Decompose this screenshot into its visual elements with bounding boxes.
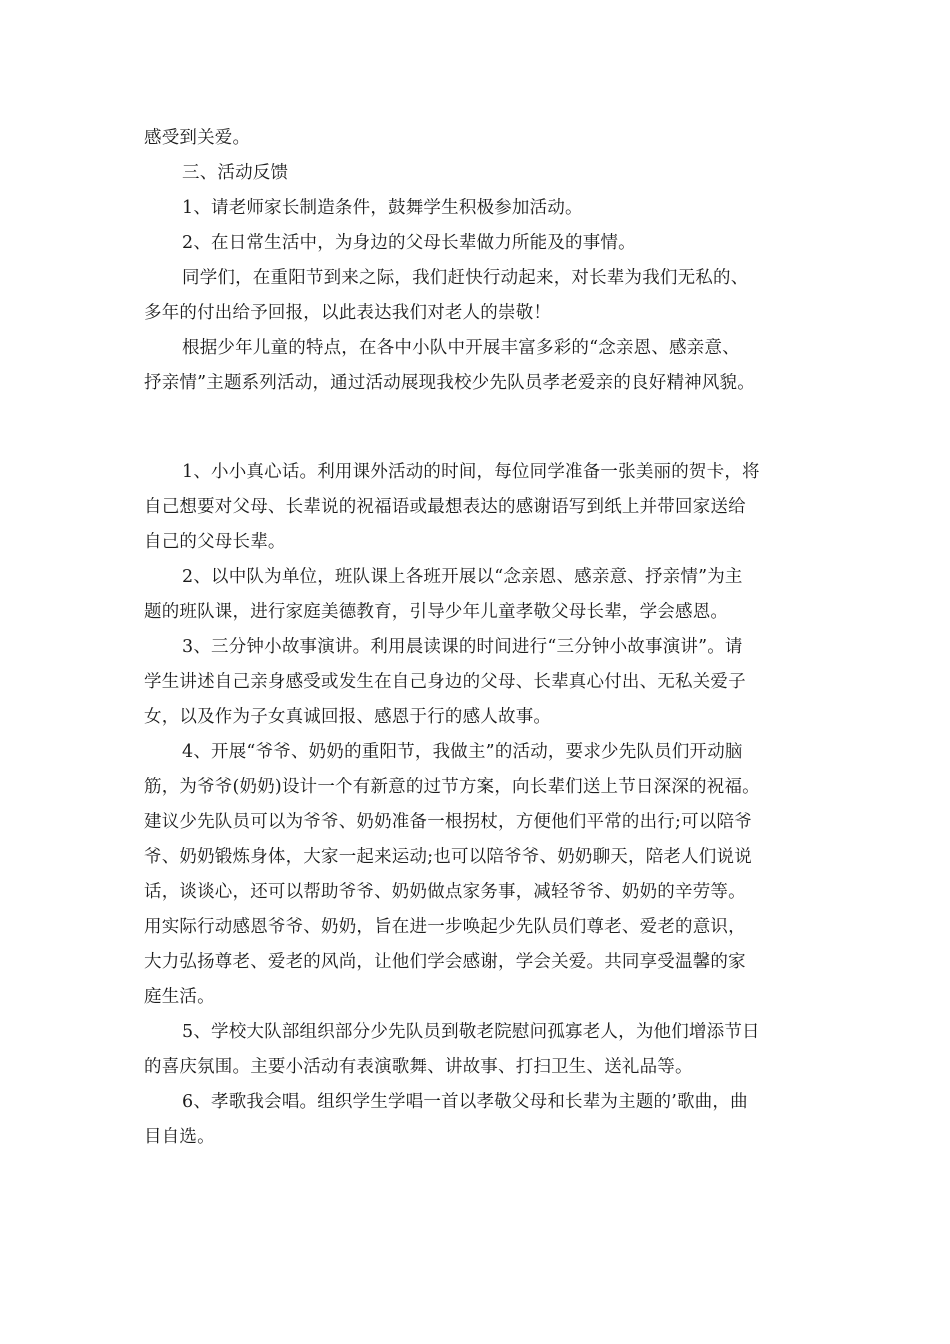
text-line: 大力弘扬尊老、爱老的风尚，让他们学会感谢，学会关爱。共同享受温馨的家: [144, 952, 746, 972]
text-line: 感受到关爱。: [144, 128, 251, 148]
text-line: 1、小小真心话。利用课外活动的时间，每位同学准备一张美丽的贺卡，将: [182, 462, 760, 482]
text-line: 题的班队课，进行家庭美德教育，引导少年儿童孝敬父母长辈，学会感恩。: [144, 602, 729, 622]
text-line: 抒亲情”主题系列活动，通过活动展现我校少先队员孝老爱亲的良好精神风貌。: [144, 373, 755, 393]
text-block-bottom: [144, 455, 814, 1155]
text-line: 建议少先队员可以为爷爷、奶奶准备一根拐杖，方便他们平常的出行;可以陪爷: [144, 812, 752, 832]
text-line: 2、以中队为单位，班队课上各班开展以“念亲恩、感亲意、抒亲情”为主: [182, 567, 743, 587]
text-line: 筋，为爷爷(奶奶)设计一个有新意的过节方案，向长辈们送上节日深深的祝福。: [144, 777, 760, 797]
text-line: 话，谈谈心，还可以帮助爷爷、奶奶做点家务事，减轻爷爷、奶奶的辛劳等。: [144, 882, 746, 902]
text-line: 多年的付出给予回报，以此表达我们对老人的崇敬！: [144, 303, 552, 323]
text-line: 目自选。: [144, 1127, 215, 1147]
text-block-top: [144, 121, 814, 401]
text-line: 5、学校大队部组织部分少先队员到敬老院慰问孤寡老人，为他们增添节日: [182, 1022, 760, 1042]
text-line: 自己的父母长辈。: [144, 532, 286, 552]
text-line: 女，以及作为子女真诚回报、感恩于行的感人故事。: [144, 707, 552, 727]
section-heading: 三、活动反馈: [182, 163, 289, 183]
text-line: 同学们，在重阳节到来之际，我们赶快行动起来，对长辈为我们无私的、: [182, 268, 749, 288]
text-line: 自己想要对父母、长辈说的祝福语或最想表达的感谢语写到纸上并带回家送给: [144, 497, 746, 517]
text-line: 用实际行动感恩爷爷、奶奶，旨在进一步唤起少先队员们尊老、爱老的意识，: [144, 917, 746, 937]
text-line: 的喜庆氛围。主要小活动有表演歌舞、讲故事、打扫卫生、送礼品等。: [144, 1057, 693, 1077]
text-line: 学生讲述自己亲身感受或发生在自己身边的父母、长辈真心付出、无私关爱子: [144, 672, 746, 692]
text-line: 3、三分钟小故事演讲。利用晨读课的时间进行“三分钟小故事演讲”。请: [182, 637, 743, 657]
text-line: 爷、奶奶锻炼身体，大家一起来运动;也可以陪爷爷、奶奶聊天，陪老人们说说: [144, 847, 752, 867]
text-line: 庭生活。: [144, 987, 215, 1007]
text-line: 4、开展“爷爷、奶奶的重阳节，我做主”的活动，要求少先队员们开动脑: [182, 742, 743, 762]
text-line: 2、在日常生活中，为身边的父母长辈做力所能及的事情。: [182, 233, 636, 253]
text-line: 根据少年儿童的特点，在各中小队中开展丰富多彩的“念亲恩、感亲意、: [182, 338, 740, 358]
text-line: 6、孝歌我会唱。组织学生学唱一首以孝敬父母和长辈为主题的’歌曲，曲: [182, 1092, 748, 1112]
text-line: 1、请老师家长制造条件，鼓舞学生积极参加活动。: [182, 198, 583, 218]
